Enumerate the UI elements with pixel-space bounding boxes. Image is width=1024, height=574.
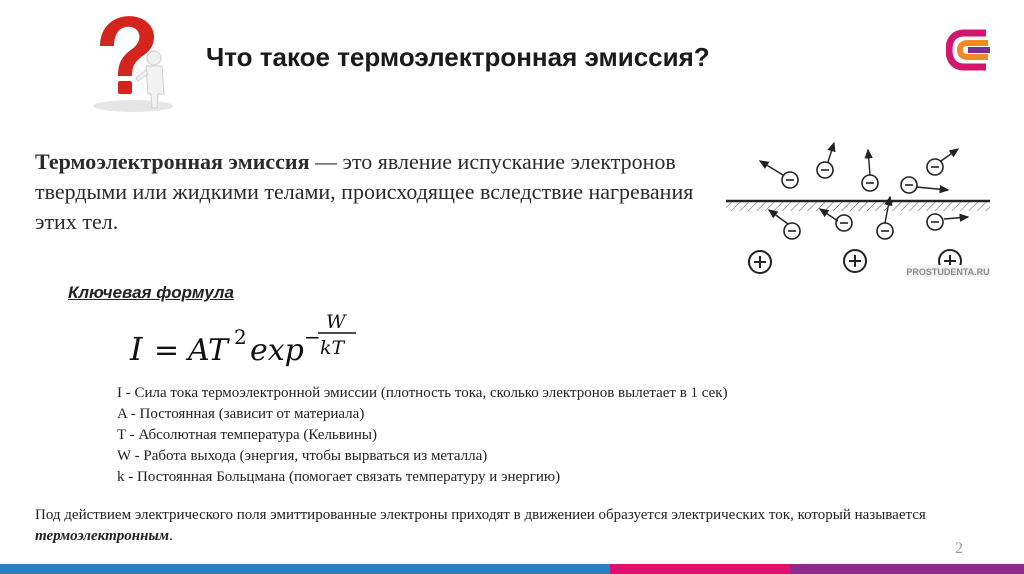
electron-5 bbox=[927, 159, 943, 175]
diagram-watermark: PROSTUDENTA.RU bbox=[906, 267, 990, 277]
legend-item: I - Сила тока термоэлектронной эмиссии (плотность тока, сколько электронов вылетает в 1 сек) bbox=[117, 385, 728, 401]
formula-lhs: I bbox=[130, 330, 143, 368]
formula-minus: − bbox=[304, 325, 321, 349]
note-paragraph bbox=[35, 505, 995, 547]
page-number: 2 bbox=[955, 540, 963, 557]
note-emphasis: термоэлектронным bbox=[35, 528, 170, 544]
electron-4 bbox=[901, 177, 917, 193]
formula-legend bbox=[117, 383, 877, 488]
footer-bar-blue bbox=[0, 564, 610, 574]
definition-paragraph bbox=[35, 147, 695, 237]
footer-bar-purple bbox=[790, 564, 1024, 574]
formula-eq: = bbox=[154, 333, 180, 368]
electron-6 bbox=[784, 223, 800, 239]
note-end: . bbox=[169, 528, 173, 544]
electron-8 bbox=[877, 223, 893, 239]
electron-2 bbox=[817, 162, 833, 178]
formula-exp: exp bbox=[250, 333, 304, 368]
emission-diagram bbox=[722, 135, 992, 280]
electron-1 bbox=[782, 172, 798, 188]
legend-item: k - Постоянная Больцмана (помогает связать температуру и энергию) bbox=[117, 469, 561, 485]
legend-item: A - Постоянная (зависит от материала) bbox=[117, 406, 365, 422]
formula-denominator: kT bbox=[320, 337, 345, 359]
legend-item: T - Абсолютная температура (Кельвины) bbox=[117, 427, 377, 443]
electron-7 bbox=[836, 215, 852, 231]
page-title: Что такое термоэлектронная эмиссия? bbox=[206, 42, 710, 72]
formula-power: 2 bbox=[234, 325, 247, 349]
question-mark-figure-icon bbox=[78, 8, 178, 114]
key-formula-label: Ключевая формула bbox=[68, 283, 234, 302]
ion-1 bbox=[749, 251, 771, 273]
formula-body: AT bbox=[188, 333, 229, 368]
brand-logo-icon bbox=[946, 27, 996, 73]
definition-text: — это явление испускание электронов твердыми или жидкими телами, происходящее вследствие нагревания этих тел. bbox=[35, 149, 694, 234]
legend-item: W - Работа выхода (энергия, чтобы вырваться из металла) bbox=[117, 448, 488, 464]
definition-term: Термоэлектронная эмиссия bbox=[35, 149, 310, 174]
footer-bar-pink bbox=[610, 564, 790, 574]
electron-9 bbox=[927, 214, 943, 230]
electron-3 bbox=[862, 175, 878, 191]
ion-2 bbox=[844, 250, 866, 272]
formula-numerator: W bbox=[326, 311, 346, 333]
formula bbox=[118, 300, 378, 380]
note-text: Под действием электрического поля эмиттированные электроны приходят в движениеи образуется электрических ток, который называется bbox=[35, 507, 926, 523]
